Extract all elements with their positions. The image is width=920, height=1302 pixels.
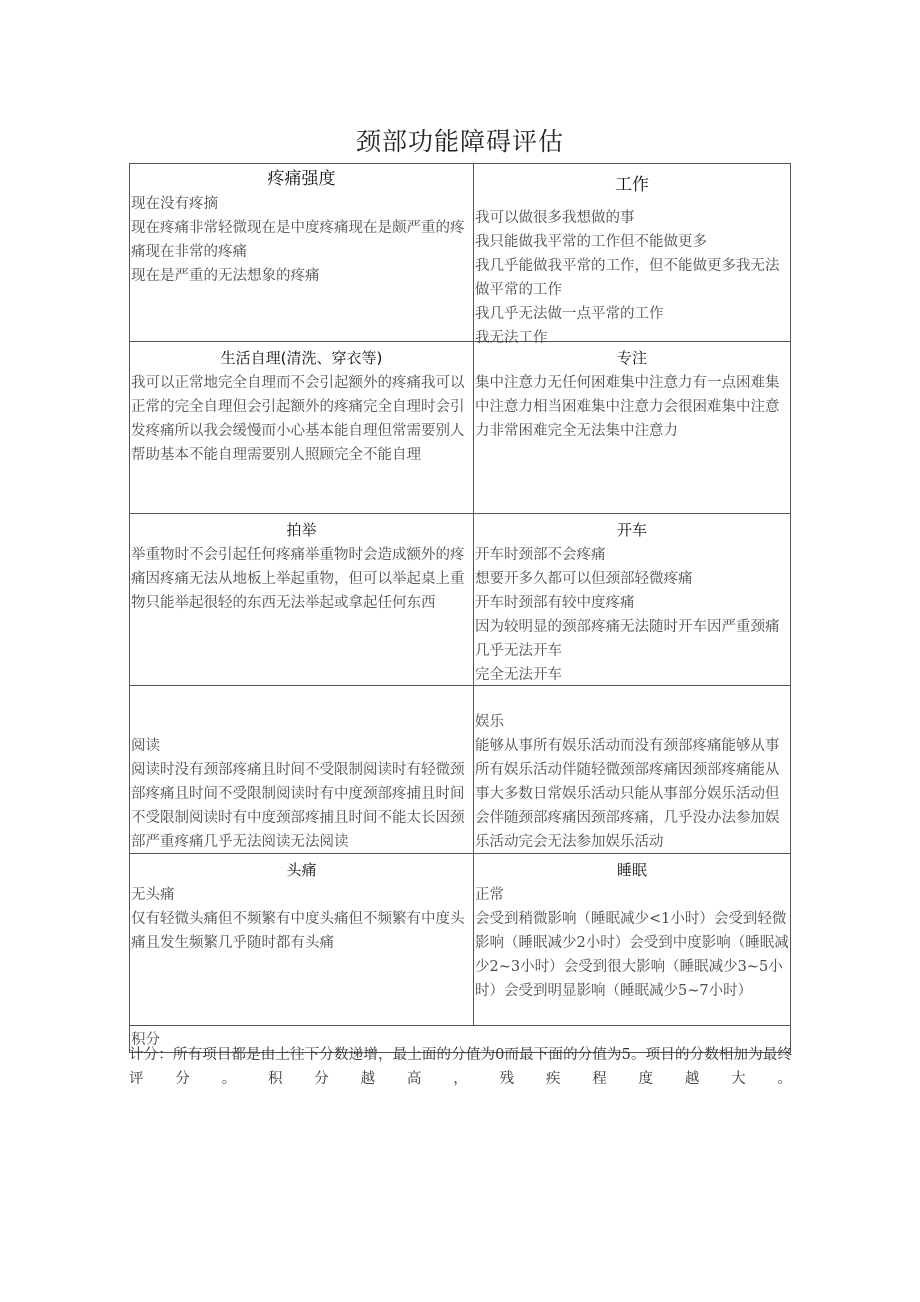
pain-line: 现在没有疼摘 (131, 196, 218, 212)
sleep-cell (474, 854, 791, 1026)
headache-heading: 头痛 (286, 861, 317, 879)
driving-heading: 开车 (616, 521, 647, 539)
pain-heading: 疼痛强度 (267, 169, 336, 189)
reading-cell (130, 686, 474, 854)
scoring-note: 计分：所有项目都是由上往下分数递增，最上面的分值为0而最下面的分值为5。项目的分数相加为最终评分。积分越高，残疾程度越大。 (129, 1047, 792, 1087)
work-heading: 工作 (615, 175, 649, 195)
work-cell (474, 164, 791, 346)
assessment-table (129, 163, 791, 1053)
driving-line: 因为较明显的颈部疼痛无法随时开车因严重颈痛几乎无法开车 (475, 619, 780, 659)
focus-text: 集中注意力无任何困难集中注意力有一点困难集中注意力相当困难集中注意力会很困难集中注意力非常困难完全无法集中注意力 (475, 375, 780, 439)
pain-cell (130, 164, 474, 342)
lifting-heading: 拍举 (286, 521, 317, 539)
selfcare-text: 我可以正常地完全自理而不会引起额外的疼痛我可以正常的完全自理但会引起额外的疼痛完全自理时会引发疼痛所以我会缓慢而小心基本能自理但常需要别人帮助基本不能自理需要别人照顾完全不能自理 (131, 375, 465, 463)
page-title: 颈部功能障碍评估 (355, 127, 564, 156)
score-label: 积分 (131, 1032, 160, 1048)
selfcare-cell (130, 342, 474, 514)
pain-line: 现在是严重的无法想象的疼痛 (131, 268, 320, 284)
focus-heading: 专注 (616, 349, 647, 367)
driving-cell (474, 514, 791, 686)
driving-line: 完全无法开车 (475, 667, 562, 683)
driving-line: 开车时颈部不会疼痛 (475, 547, 606, 563)
leisure-cell (474, 686, 791, 854)
work-line: 我可以做很多我想做的事 (475, 210, 635, 226)
lifting-text: 举重物时不会引起任何疼痛举重物时会造成额外的疼痛因疼痛无法从地板上举起重物，但可以举起桌上重物只能举起很轻的东西无法举起或拿起任何东西 (131, 547, 465, 611)
sleep-line: 会受到稍微影响（睡眠减少<1小时）会受到轻微影响（睡眠减少2小时）会受到中度影响（睡眠减少2~3小时）会受到很大影响（睡眠减少3~5小时）会受到明显影响（睡眠减少5~7小时） (475, 911, 789, 999)
work-line: 我几乎能做我平常的工作，但不能做更多我无法做平常的工作 (475, 258, 780, 298)
driving-line: 想要开多久都可以但颈部轻微疼痛 (475, 571, 693, 587)
reading-text: 阅读时没有颈部疼痛且时间不受限制阅读时有轻微颈部疼痛且时间不受限制阅读时有中度颈部疼捕且时间不受限制阅读时有中度颈部疼捕且时间不能太长因颈部严重疼痛几乎无法阅读无法阅读 (131, 762, 465, 850)
pain-line: 现在疼痛非常轻微现在是中度疼痛现在是颇严重的疼痛现在非常的疼痛 (131, 220, 465, 260)
headache-cell (130, 854, 474, 1026)
selfcare-heading: 生活自理(清洗、穿衣等) (220, 349, 383, 367)
work-line: 我只能做我平常的工作但不能做更多 (475, 234, 707, 250)
sleep-line: 正常 (475, 887, 504, 903)
work-line: 我无法工作 (475, 330, 548, 346)
work-line: 我几乎无法做一点平常的工作 (475, 306, 664, 322)
sleep-heading: 睡眠 (616, 861, 647, 879)
reading-heading: 阅读 (131, 738, 160, 754)
driving-line: 开车时颈部有较中度疼痛 (475, 595, 635, 611)
lifting-cell (130, 514, 474, 686)
headache-line: 无头痛 (131, 887, 175, 903)
leisure-heading: 娱乐 (475, 714, 504, 730)
headache-line: 仅有轻微头痛但不频繁有中度头痛但不频繁有中度头痛且发生频繁几乎随时都有头痛 (131, 911, 465, 951)
focus-cell (474, 342, 791, 514)
leisure-text: 能够从事所有娱乐活动而没有颈部疼痛能够从事所有娱乐活动伴随轻微颈部疼痛因颈部疼痛能从事大多数日常娱乐活动只能从事部分娱乐活动但会伴随颈部疼痛因颈部疼痛，几乎没办法参加娱乐活动完会无法参加娱乐活动 (475, 738, 780, 850)
